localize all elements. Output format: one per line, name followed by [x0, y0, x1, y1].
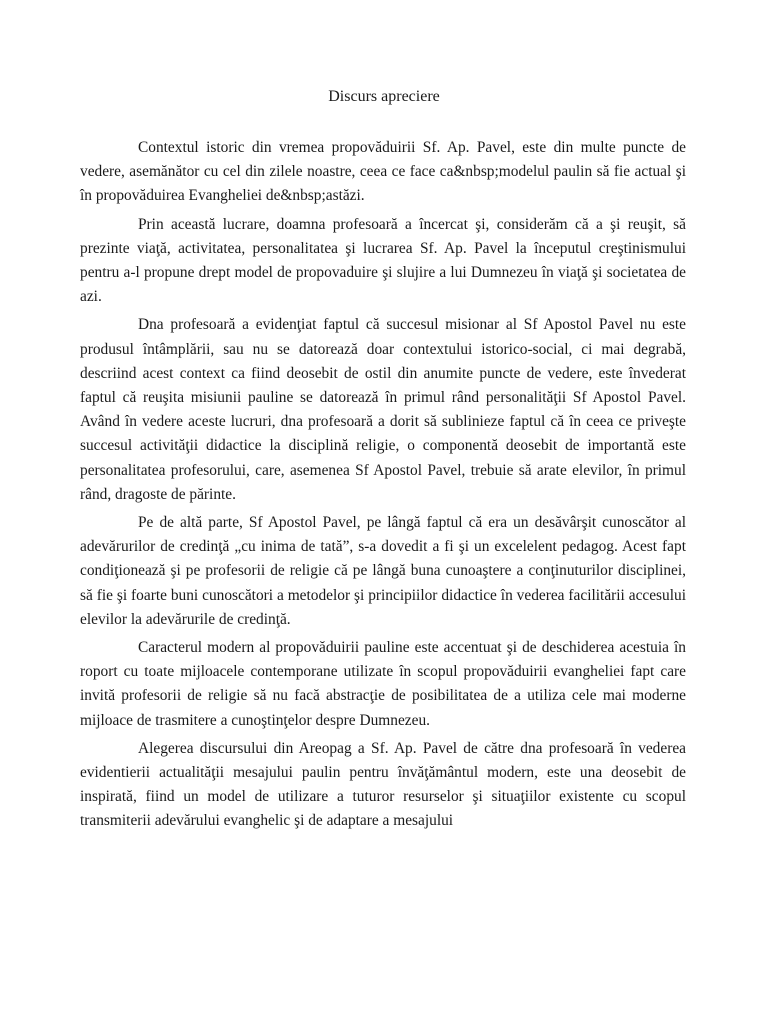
paragraph: Prin această lucrare, doamna profesoară a încercat şi, considerăm că a şi reuşit, să prezinte viaţă, activitatea, personalitatea şi lucrarea Sf. Ap. Pavel la începutul creştinismului pentru a-l propune drept model de propovaduire şi slujire a lui Dumnezeu în viaţă şi societatea de azi.: [80, 215, 686, 306]
paragraph: Alegerea discursului din Areopag a Sf. Ap. Pavel de către dna profesoară în vederea evidentierii actualităţii mesajului paulin pentru învăţământul modern, este una deosebit de inspirată, fiind un model de utilizare a tuturor resurselor şi situaţiilor existente cu scopul transmiterii adevărului evanghelic şi de adaptare a mesajului: [80, 739, 686, 830]
document-body: [80, 136, 686, 838]
paragraph: Dna profesoară a evidenţiat faptul că succesul misionar al Sf Apostol Pavel nu este produsul întâmplării, sau nu se datorează doar contextului istorico-social, ci mai degrabă, descriind acest context ca fiind deosebit de ostil din anumite puncte de vedere, este învederat faptul că reuşita misiunii pauline se datorează în primul rând personalităţii Sf Apostol Pavel. Având în vedere aceste lucruri, dna profesoară a dorit să sublinieze faptul că în ceea ce priveşte succesul activităţii didactice la disciplină religie, o componentă deosebit de importantă este personalitatea profesorului, care, asemenea Sf Apostol Pavel, trebuie să arate elevilor, în primul rând, dragoste de părinte.: [80, 316, 686, 503]
paragraph: Pe de altă parte, Sf Apostol Pavel, pe lângă faptul că era un desăvârşit cunoscător al adevărurilor de credinţă „cu inima de tată”, s-a dovedit a fi şi un excelelent pedagog. Acest fapt condiţionează şi pe profesorii de religie că pe lângă buna cunoaştere a conţinuturilor disciplinei, să fie şi foarte buni cunoscători a metodelor şi principiilor didactice în vederea facilitării accesului elevilor la adevărurile de credinţă.: [80, 514, 686, 628]
paragraph: Caracterul modern al propovăduirii pauline este accentuat şi de deschiderea acestuia în roport cu toate mijloacele contemporane utilizate în scopul propovăduirii evangheliei fapt care invită profesorii de religie să nu facă abstracţie de posibilitatea de a utiliza cele mai moderne mijloace de trasmitere a cunoştinţelor despre Dumnezeu.: [80, 639, 686, 729]
paragraph: Contextul istoric din vremea propovăduirii Sf. Ap. Pavel, este din multe puncte de vedere, asemănător cu cel din zilele noastre, ceea ce face ca&nbsp;modelul paulin să fie actual şi în propovăduirea Evangheliei de&nbsp;astăzi.: [80, 139, 686, 205]
document-title: Discurs apreciere: [328, 88, 440, 105]
